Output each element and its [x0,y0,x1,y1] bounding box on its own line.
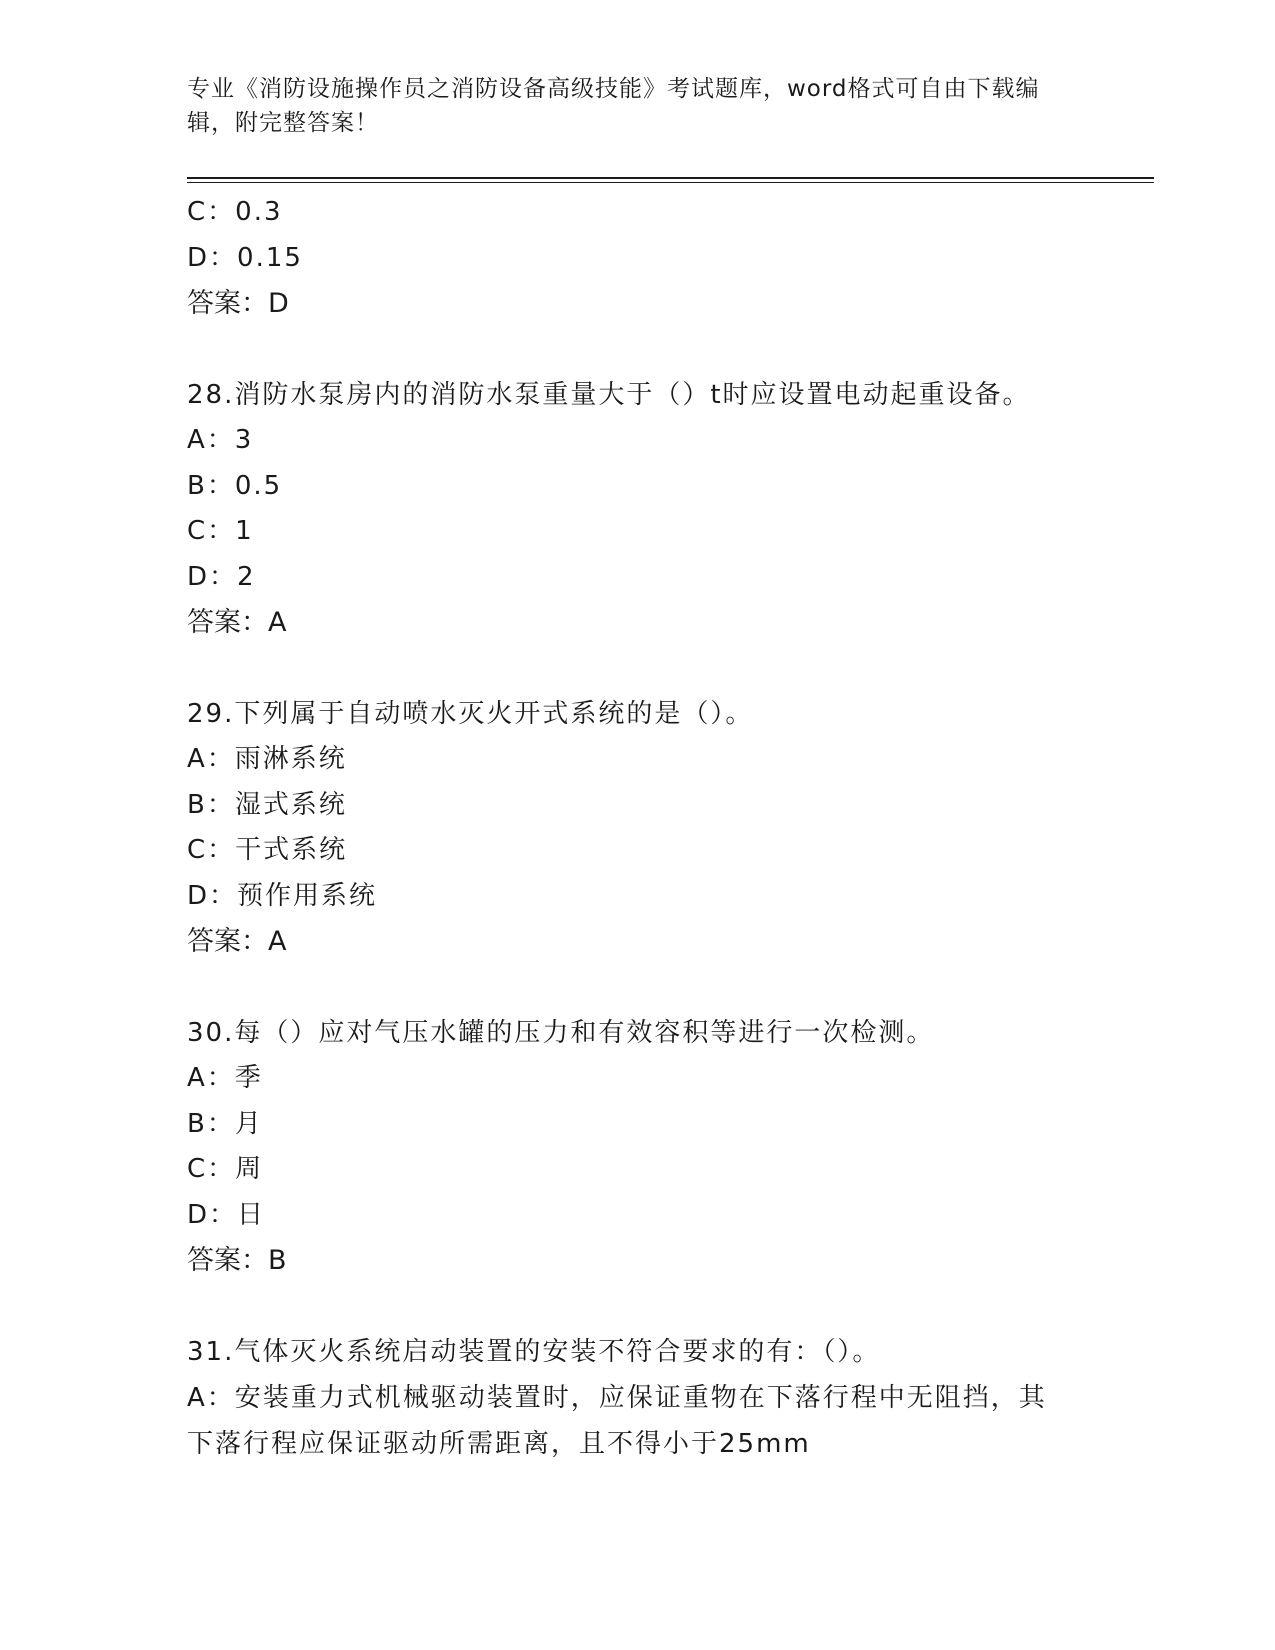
option-b: B：湿式系统 [187,789,347,820]
option-a-line-2: 下落行程应保证驱动所需距离，且不得小于25mm [187,1429,811,1459]
answer-line: 答案：A [187,607,287,638]
option-a-line-1: A：安装重力式机械驱动装置时，应保证重物在下落行程中无阻挡，其 [187,1383,1047,1413]
question-list [187,190,1087,1467]
spacer [187,965,1087,1011]
option-a: A：雨淋系统 [187,744,347,774]
option-b: B：0.5 [187,470,283,501]
header-line-1: 专业《消防设施操作员之消防设备高级技能》考试题库，word格式可自由下载编 [187,76,1040,102]
header-line-2: 辑，附完整答案！ [187,110,379,136]
question-title: 28.消防水泵房内的消防水泵重量大于（）t时应设置电动起重设备。 [187,379,1031,410]
question-31 [187,1330,1087,1468]
option-d: D：0.15 [187,242,303,273]
answer-line: 答案：B [187,1245,287,1276]
option-d: D：预作用系统 [187,880,378,911]
question-title: 31.气体灭火系统启动装置的安装不符合要求的有：（）。 [187,1336,881,1367]
question-28 [187,373,1087,646]
option-a: A：季 [187,1063,263,1093]
header-divider-thin [187,182,1154,183]
header-divider-thick [187,177,1154,179]
option-b: B：月 [187,1108,263,1139]
question-title: 29.下列属于自动喷水灭火开式系统的是（）。 [187,698,754,729]
option-c: C：1 [187,516,254,546]
option-d: D：2 [187,561,256,592]
option-c: C：0.3 [187,197,283,227]
option-c: C：周 [187,1154,264,1184]
question-27-continued [187,190,1087,327]
spacer [187,327,1087,373]
document-header [187,72,1067,140]
option-a: A：3 [187,425,254,455]
answer-line: 答案：A [187,926,287,957]
option-c: C：干式系统 [187,835,348,865]
question-30 [187,1011,1087,1284]
question-title: 30.每（）应对气压水罐的压力和有效容积等进行一次检测。 [187,1017,935,1048]
question-29 [187,692,1087,965]
spacer [187,646,1087,692]
answer-line: 答案：D [187,288,289,319]
option-d: D：日 [187,1199,266,1230]
spacer [187,1284,1087,1330]
